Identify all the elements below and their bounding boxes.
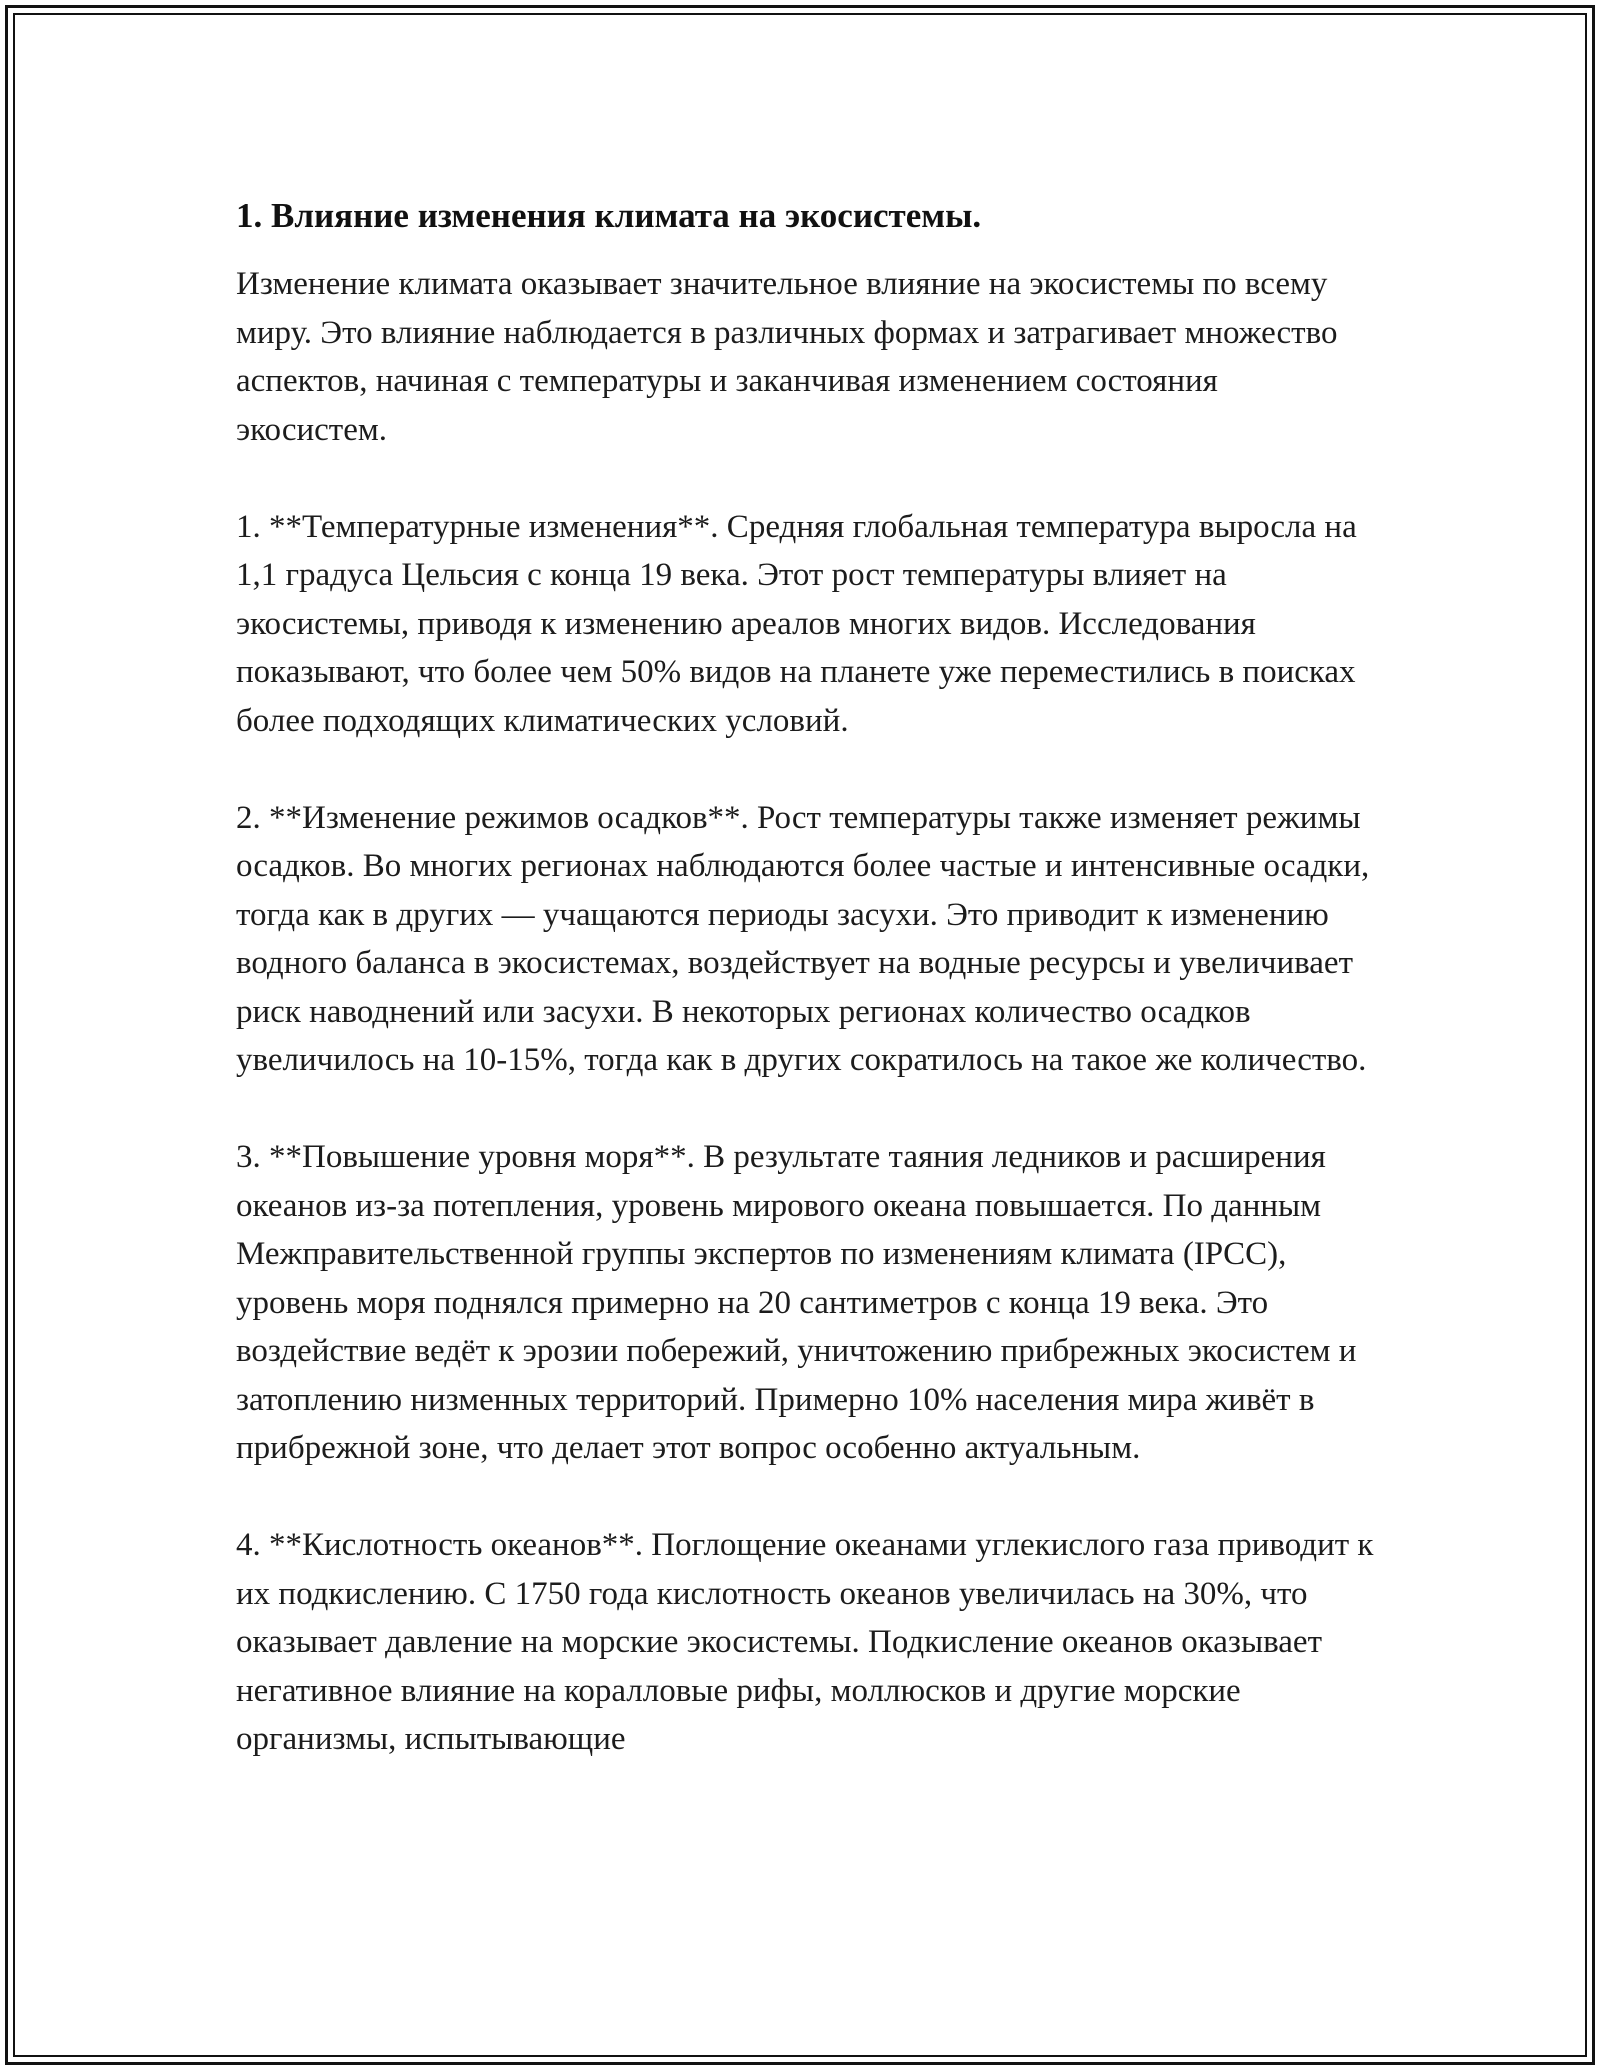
intro-paragraph: Изменение климата оказывает значительное влияние на экосистемы по всему миру. Это влияние наблюдается в различных формах и затрагивает множество аспектов, начиная с температуры и заканчивая изменением состояния экосистем. (236, 266, 1338, 448)
document-body (236, 188, 1376, 1764)
paragraph-precipitation: 2. **Изменение режимов осадков**. Рост температуры также изменяет режимы осадков. Во многих регионах наблюдаются более частые и интенсивные осадки, тогда как в других — учащаются периоды засухи. Это приводит к изменению водного баланса в экосистемах, воздействует на водные ресурсы и увеличивает риск наводнений или засухи. В некоторых регионах количество осадков увеличилось на 10-15%, тогда как в других сократилось на такое же количество. (236, 799, 1370, 1078)
paragraph-sea-level: 3. **Повышение уровня моря**. В результате таяния ледников и расширения океанов из-за потепления, уровень мирового океана повышается. По данным Межправительственной группы экспертов по изменениям климата (IPCC), уровень моря поднялся примерно на 20 сантиметров с конца 19 века. Это воздействие ведёт к эрозии побережий, уничтожению прибрежных экосистем и затоплению низменных территорий. Примерно 10% населения мира живёт в прибрежной зоне, что делает этот вопрос особенно актуальным. (236, 1139, 1357, 1466)
paragraph-temperature: 1. **Температурные изменения**. Средняя глобальная температура выросла на 1,1 градуса Цельсия с конца 19 века. Этот рост температуры влияет на экосистемы, приводя к изменению ареалов многих видов. Исследования показывают, что более чем 50% видов на планете уже переместились в поисках более подходящих климатических условий. (236, 508, 1357, 739)
section-heading: 1. Влияние изменения климата на экосистемы. (236, 196, 982, 235)
paragraph-ocean-acidity: 4. **Кислотность океанов**. Поглощение океанами углекислого газа приводит к их подкислению. С 1750 года кислотность океанов увеличилась на 30%, что оказывает давление на морские экосистемы. Подкисление океанов оказывает негативное влияние на коралловые рифы, моллюсков и другие морские организмы, испытывающие (236, 1527, 1374, 1757)
